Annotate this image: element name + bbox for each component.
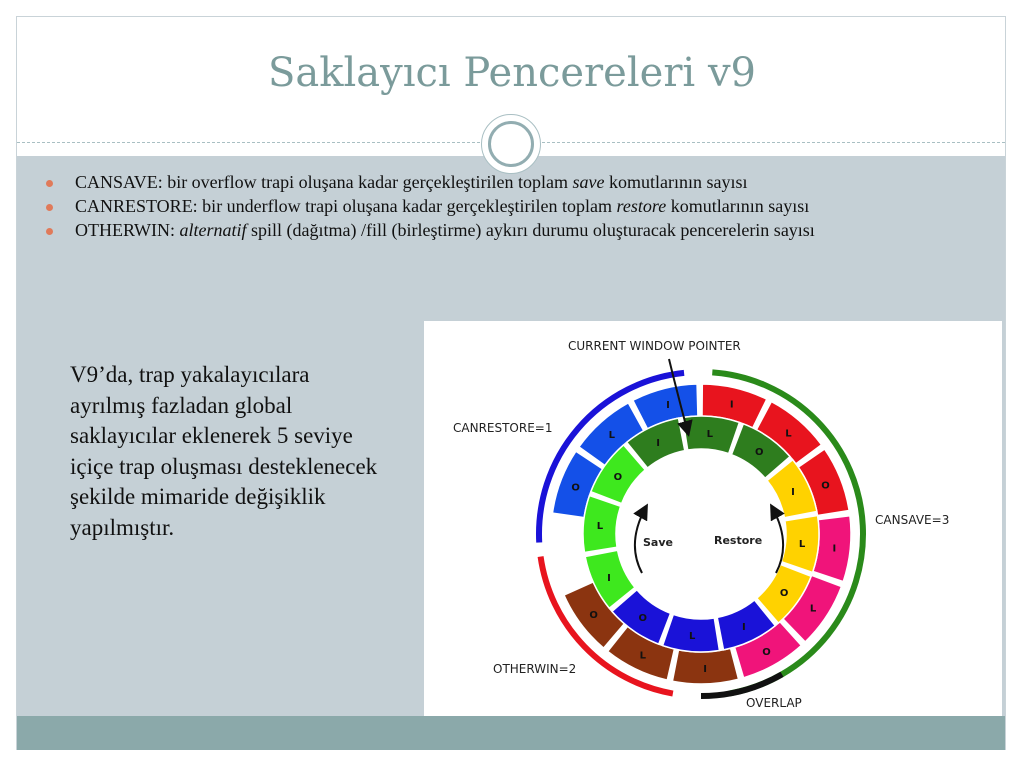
inner-ring-segment-letter: L (798, 538, 806, 550)
left-paragraph: V9’da, trap yakalayıcılara ayrılmış fazladan global saklayıcılar eklenerek 5 seviye içiçe trap oluşması desteklenecek şekilde mimaride değişiklik yapılmıştır. (70, 362, 378, 540)
bullet-text: OTHERWIN: (75, 220, 180, 240)
otherwin-label: OTHERWIN=2 (493, 662, 577, 676)
outer-ring-segment-letter: L (785, 428, 792, 440)
outer-ring-segment-letter: L (809, 603, 817, 615)
inner-ring-segment-letter: O (613, 471, 623, 483)
bullet-dot-icon (46, 228, 53, 235)
bullet-text: CANRESTORE: bir underflow trapi oluşana kadar gerçekleştirilen toplam (75, 196, 617, 216)
outer-ring-segment-letter: L (639, 650, 646, 662)
register-window-diagram (424, 321, 1002, 717)
inner-ring-segment-letter: I (607, 572, 611, 584)
divider-ornament-ring (488, 121, 534, 167)
slide-title: Saklayıcı Pencereleri v9 (268, 50, 756, 96)
bullet-text: alternatif (179, 220, 247, 240)
inner-ring-segment-letter: O (754, 446, 764, 458)
bullet-item (46, 197, 976, 216)
outer-ring-segment-letter: I (832, 543, 837, 555)
outer-ring-segment-letter: O (571, 482, 580, 494)
inner-ring-segment-letter: L (596, 521, 604, 533)
bullet-list (46, 173, 976, 245)
inner-ring-segment-letter: L (688, 631, 696, 643)
save-label: Save (643, 536, 673, 549)
inner-ring-segment-letter: L (706, 428, 714, 440)
outer-ring-segment-letter: I (729, 399, 734, 411)
bullet-text: restore (616, 196, 667, 216)
bullet-dot-icon (46, 180, 53, 187)
outer-ring-segment-letter: O (762, 646, 771, 658)
inner-ring-segment-letter: I (791, 487, 795, 499)
outer-ring-segment-letter: I (703, 663, 707, 675)
inner-ring-segment-letter: O (638, 613, 648, 625)
canrestore-label: CANRESTORE=1 (453, 421, 553, 435)
bullet-text: save (572, 172, 605, 192)
bullet-item (46, 173, 976, 192)
pointer-label: CURRENT WINDOW POINTER (568, 339, 741, 353)
outer-ring-segment-letter: O (589, 610, 598, 622)
inner-ring-segment-letter: O (779, 588, 789, 600)
footer-bar (17, 716, 1005, 750)
inner-ring-segment-letter: I (742, 621, 746, 633)
outer-ring-segment-letter: I (666, 400, 670, 412)
bullet-dot-icon (46, 204, 53, 211)
inner-ring-segment-letter: I (656, 438, 660, 450)
cansave-label: CANSAVE=3 (875, 513, 950, 527)
overlap-label: OVERLAP (746, 696, 802, 710)
restore-label: Restore (714, 534, 763, 547)
bullet-text: komutlarının sayısı (604, 172, 748, 192)
bullet-item (46, 221, 976, 240)
register-window-diagram-svg (424, 321, 1002, 717)
restore-arrow (772, 507, 783, 573)
bullet-text: spill (dağıtma) /fill (birleştirme) aykırı durumu oluşturacak pencerelerin sayısı (246, 220, 815, 240)
outer-ring-segment-letter: O (821, 480, 830, 492)
outer-ring-segment-letter: L (608, 430, 615, 442)
bullet-text: CANSAVE: bir overflow trapi oluşana kadar gerçekleştirilen toplam (75, 172, 573, 192)
bullet-text: komutlarının sayısı (666, 196, 810, 216)
